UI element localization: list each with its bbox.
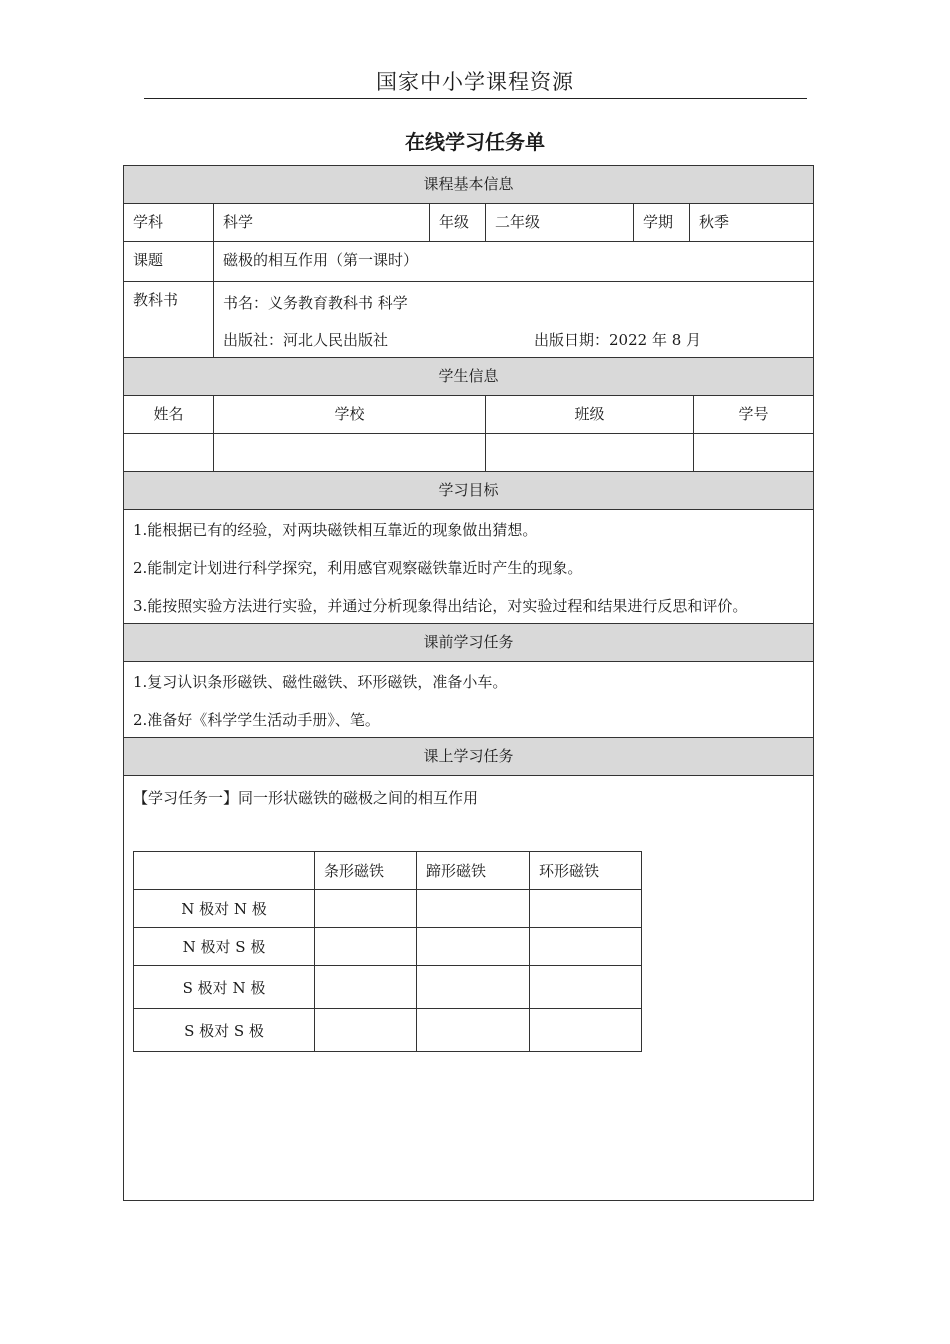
topic-value: 磁极的相互作用（第一课时） (223, 251, 419, 269)
pole-pair-label: S 极对 S 极 (134, 1009, 315, 1052)
horseshoe-magnet-header: 蹄形磁铁 (417, 852, 530, 890)
answer-cell[interactable] (417, 928, 530, 966)
subject-row (124, 204, 813, 242)
term-label: 学期 (634, 204, 690, 241)
student-class-field[interactable] (486, 434, 694, 471)
topic-row (124, 242, 813, 282)
student-school-field[interactable] (214, 434, 486, 471)
pre-class-header: 课前学习任务 (124, 624, 813, 662)
student-id-field[interactable] (694, 434, 813, 471)
magnet-pole-table (133, 851, 642, 1052)
pole-pair-label: N 极对 N 极 (134, 890, 315, 928)
textbook-details (214, 282, 813, 357)
student-name-header: 姓名 (124, 396, 214, 433)
grade-value: 二年级 (486, 204, 634, 241)
grade-label: 年级 (430, 204, 486, 241)
ring-magnet-header: 环形磁铁 (530, 852, 642, 890)
learning-goal-item: 1.能根据已有的经验，对两块磁铁相互靠近的现象做出猜想。 (133, 521, 538, 539)
answer-cell[interactable] (315, 966, 417, 1009)
student-info-entry-row (124, 434, 813, 472)
book-name: 书名：义务教育教科书 科学 (223, 294, 408, 312)
term-value: 秋季 (699, 213, 730, 231)
header-divider (144, 98, 807, 99)
pre-class-body (124, 662, 813, 738)
subject-label: 学科 (124, 204, 214, 241)
answer-cell[interactable] (530, 966, 642, 1009)
answer-cell[interactable] (315, 928, 417, 966)
answer-cell[interactable] (417, 966, 530, 1009)
document-title: 在线学习任务单 (405, 130, 545, 154)
topic-label: 课题 (124, 242, 214, 281)
student-info-header: 学生信息 (124, 358, 813, 396)
student-class-header: 班级 (486, 396, 694, 433)
answer-cell[interactable] (530, 890, 642, 928)
answer-cell[interactable] (315, 890, 417, 928)
answer-cell[interactable] (530, 928, 642, 966)
student-id-header: 学号 (738, 405, 769, 423)
subject-value: 科学 (214, 204, 430, 241)
publisher: 出版社：河北人民出版社 (223, 331, 389, 349)
task1-title: 【学习任务一】同一形状磁铁的磁极之间的相互作用 (133, 789, 479, 807)
answer-cell[interactable] (417, 890, 530, 928)
learning-goal-item: 3.能按照实验方法进行实验，并通过分析现象得出结论，对实验过程和结果进行反思和评价。 (133, 597, 748, 615)
answer-cell[interactable] (315, 1009, 417, 1052)
pole-pair-label: S 极对 N 极 (134, 966, 315, 1009)
student-name-field[interactable] (124, 434, 214, 471)
pre-class-item: 2.准备好《科学学生活动手册》、笔。 (133, 711, 380, 729)
answer-cell[interactable] (417, 1009, 530, 1052)
bar-magnet-header: 条形磁铁 (315, 852, 417, 890)
pre-class-item: 1.复习认识条形磁铁、磁性磁铁、环形磁铁，准备小车。 (133, 673, 508, 691)
learning-goal-item: 2.能制定计划进行科学探究，利用感官观察磁铁靠近时产生的现象。 (133, 559, 583, 577)
learning-goals-header: 学习目标 (124, 472, 813, 510)
student-school-header: 学校 (214, 396, 486, 433)
publish-date: 出版日期：2022 年 8 月 (534, 331, 702, 349)
task-sheet-table (123, 165, 814, 1201)
textbook-row (124, 282, 813, 358)
course-info-header: 课程基本信息 (124, 166, 813, 204)
answer-cell[interactable] (530, 1009, 642, 1052)
learning-goals-body (124, 510, 813, 624)
in-class-header: 课上学习任务 (124, 738, 813, 776)
student-info-columns (124, 396, 813, 434)
resource-header: 国家中小学课程资源 (376, 70, 574, 94)
pole-pair-label: N 极对 S 极 (134, 928, 315, 966)
magnet-table-corner (134, 852, 315, 890)
textbook-label: 教科书 (124, 282, 214, 357)
